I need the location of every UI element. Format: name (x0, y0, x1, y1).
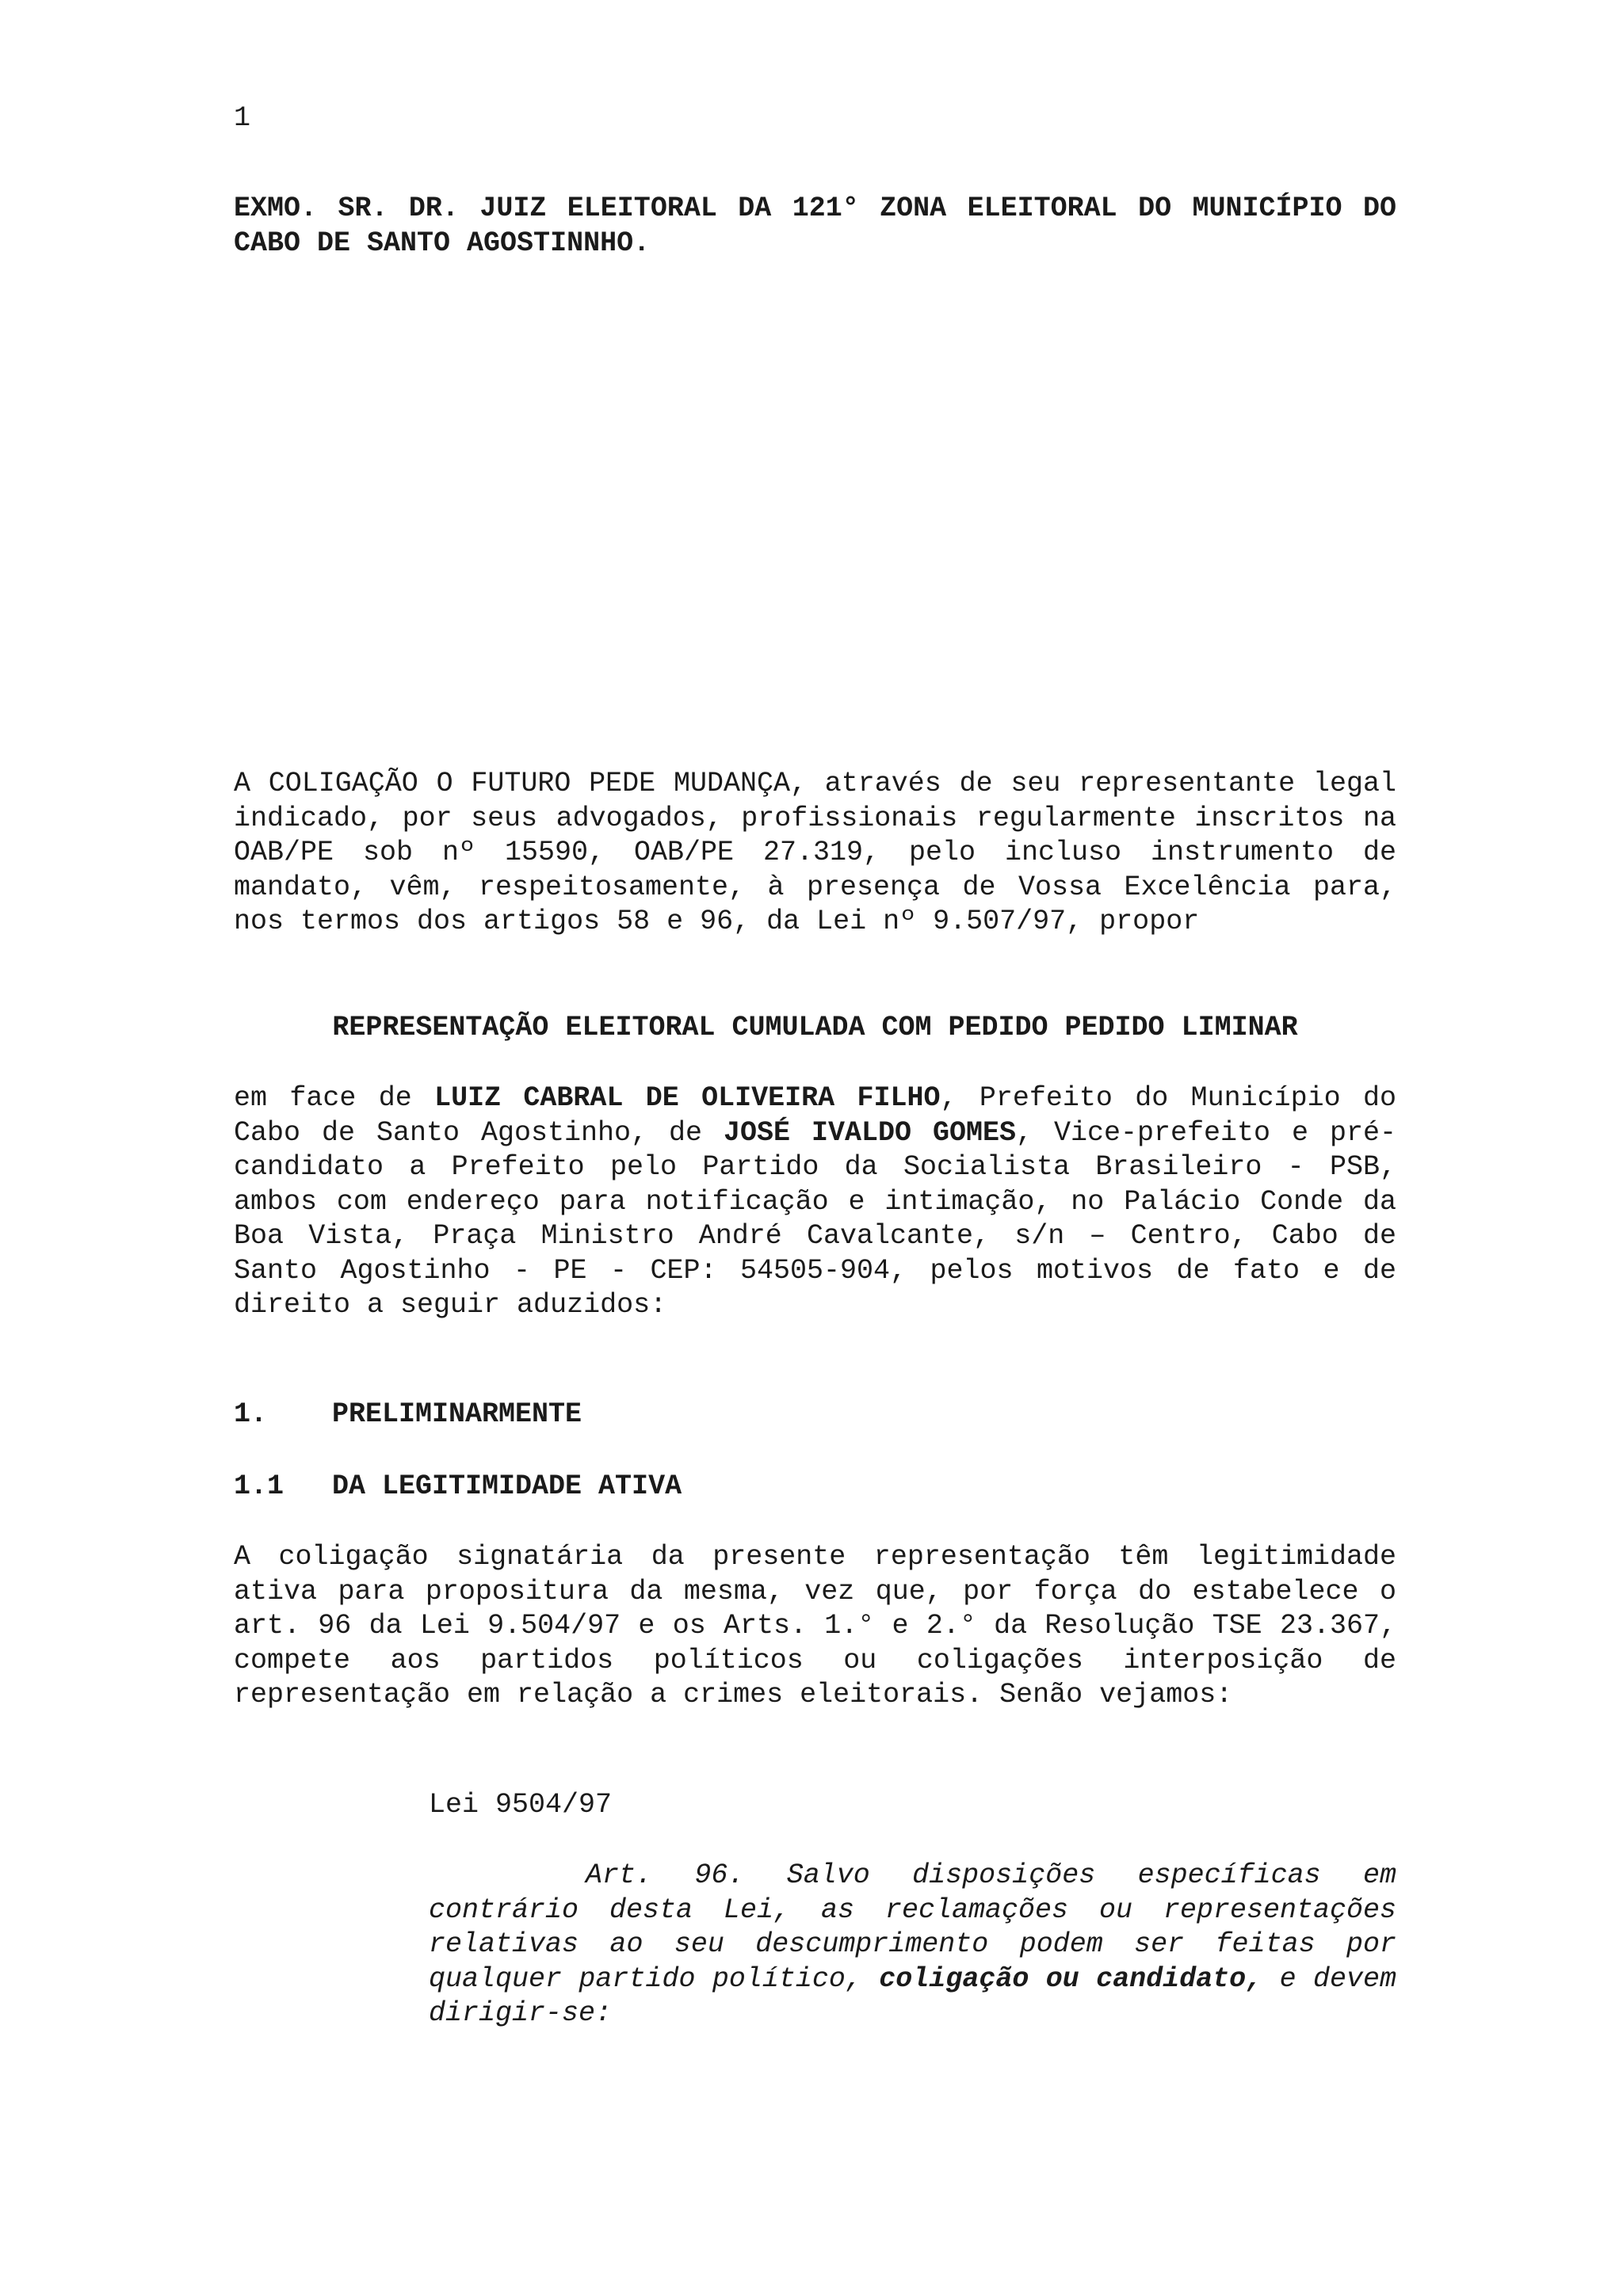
law-reference: Lei 9504/97 (429, 1789, 613, 1821)
section-number: 1. (234, 1398, 268, 1430)
quote-text-1: Art. 96. Salvo disposições específicas em contrário desta Lei, as reclamações ou representações relativas ao seu descumprimento podem ser feitas por qualquer partido político, (429, 1859, 1396, 1995)
section-label: DA LEGITIMIDADE ATIVA (332, 1470, 682, 1502)
page-number: 1 (234, 102, 251, 134)
defendant-name-1: LUIZ CABRAL DE OLIVEIRA FILHO (434, 1082, 941, 1114)
intro-paragraph: A COLIGAÇÃO O FUTURO PEDE MUDANÇA, através de seu representante legal indicado, por seus advogados, profissionais regularmente inscritos na OAB/PE sob nº 15590, OAB/PE 27.319, pelo incluso instrumento de mandato, vêm, respeitosamente, à presença de Vossa Excelência para, nos termos dos artigos 58 e 96, da Lei nº 9.507/97, propor (234, 768, 1396, 937)
defendants-paragraph (234, 1081, 1396, 1323)
face-text-1: em face de (234, 1082, 435, 1114)
quote-text-2: e devem dirigir-se: (429, 1962, 1396, 2029)
law-quote (429, 1859, 1396, 2031)
legitimacy-paragraph: A coligação signatária da presente representação têm legitimidade ativa para propositura da mesma, vez que, por força do estabelece o art. 96 da Lei 9.504/97 e os Arts. 1.° e 2.° da Resolução TSE 23.367, compete aos partidos políticos ou coligações interposição de representação em relação a crimes eleitorais. Senão vejamos: (234, 1541, 1396, 1711)
face-text-3: , Vice-prefeito e pré-candidato a Prefeito pelo Partido da Socialista Brasileiro - PSB, ambos com endereço para notificação e intimação, no Palácio Conde da Boa Vista, Praça Ministro André Cavalcante, s/n – Centro, Cabo de Santo Agostinho - PE - CEP: 54505-904, pelos motivos de fato e de direito a seguir aduzidos: (234, 1116, 1397, 1321)
section-heading-1 (234, 1397, 582, 1432)
quote-emphasis: coligação ou candidato, (879, 1962, 1263, 1995)
section-heading-1-1 (234, 1469, 682, 1504)
defendant-name-2: JOSÉ IVALDO GOMES (723, 1116, 1016, 1149)
document-title: REPRESENTAÇÃO ELEITORAL CUMULADA COM PEDIDO PEDIDO LIMINAR (332, 1012, 1298, 1043)
face-text-2: , Prefeito do Município do Cabo de Santo Agostinho, de (234, 1082, 1396, 1149)
section-number: 1.1 (234, 1470, 285, 1502)
section-label: PRELIMINARMENTE (332, 1398, 582, 1430)
addressee-heading: EXMO. SR. DR. JUIZ ELEITORAL DA 121° ZONA ELEITORAL DO MUNICÍPIO DO CABO DE SANTO AGOSTINNHO. (234, 193, 1396, 259)
